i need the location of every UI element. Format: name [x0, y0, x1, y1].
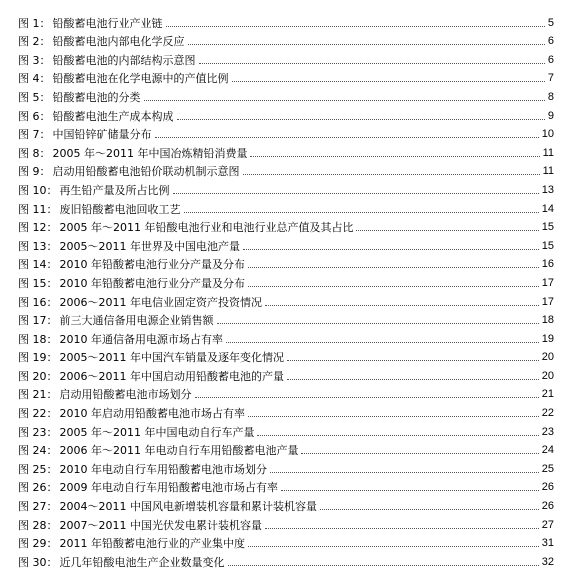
toc-entry-label: 图 11 — [18, 202, 47, 216]
toc-entry-page: 32 — [541, 555, 554, 568]
toc-entry-page: 13 — [541, 183, 554, 196]
toc-entry-label: 图 6 — [18, 109, 40, 123]
toc-entry-page: 11 — [542, 165, 554, 178]
dot-leader — [243, 174, 540, 175]
toc-entry[interactable] — [18, 253, 554, 272]
toc-entry-label: 图 4 — [18, 72, 40, 86]
toc-entry-separator: ： — [46, 258, 58, 272]
toc-entry-label: 图 7 — [18, 128, 40, 142]
toc-entry-page: 27 — [541, 518, 554, 531]
toc-entry-label: 图 17 — [18, 314, 47, 328]
toc-entry-separator: ： — [46, 239, 58, 253]
toc-entry-separator: ： — [46, 369, 58, 383]
toc-entry-separator: ： — [39, 128, 51, 142]
toc-entry-label: 图 30 — [18, 555, 47, 569]
toc-entry[interactable] — [18, 513, 554, 532]
toc-entry-separator: ： — [46, 332, 58, 346]
dot-leader — [320, 509, 539, 510]
toc-entry-title: 铅酸蓄电池的内部结构示意图 — [52, 53, 196, 67]
toc-entry-title: 铅酸蓄电池行业产业链 — [52, 16, 163, 30]
toc-entry[interactable] — [18, 457, 554, 476]
dot-leader — [226, 342, 539, 343]
toc-entry[interactable] — [18, 216, 554, 235]
toc-entry[interactable] — [18, 67, 554, 86]
toc-entry-label: 图 2 — [18, 35, 40, 49]
toc-entry-page: 24 — [541, 444, 554, 457]
toc-entry-separator: ： — [46, 518, 58, 532]
dot-leader — [243, 249, 539, 250]
toc-entry-page: 14 — [541, 202, 554, 215]
toc-entry-separator: ： — [39, 16, 51, 30]
toc-entry-title: 2005 年～2011 年中国冶炼精铅消费量 — [52, 146, 248, 160]
toc-entry-title: 启动用铅酸蓄电池铅价联动机制示意图 — [52, 165, 240, 179]
dot-leader — [287, 360, 539, 361]
toc-entry-label: 图 21 — [18, 388, 47, 402]
toc-entry-separator: ： — [46, 388, 58, 402]
toc-entry-title: 近几年铅酸电池生产企业数量变化 — [59, 555, 225, 569]
toc-entry-label: 图 20 — [18, 369, 47, 383]
toc-entry[interactable] — [18, 550, 554, 569]
toc-entry-separator: ： — [46, 425, 58, 439]
toc-entry-page: 22 — [541, 407, 554, 420]
toc-entry-title: 启动用铅酸蓄电池市场划分 — [59, 388, 192, 402]
dot-leader — [250, 156, 539, 157]
toc-entry-separator: ： — [39, 90, 51, 104]
toc-entry-page: 6 — [547, 35, 554, 48]
toc-entry[interactable] — [18, 160, 554, 179]
toc-entry-title: 2006～2011 年电信业固定资产投资情况 — [59, 295, 262, 309]
toc-entry-separator: ： — [46, 444, 58, 458]
toc-entry-separator: ： — [46, 555, 58, 569]
toc-entry-page: 21 — [541, 388, 554, 401]
toc-entry-page: 6 — [547, 53, 554, 66]
toc-entry-title: 废旧铅酸蓄电池回收工艺 — [59, 202, 181, 216]
toc-entry-title: 2010 年铅酸蓄电池行业分产量及分布 — [59, 258, 245, 272]
toc-entry-separator: ： — [46, 462, 58, 476]
toc-entry-title: 2010 年铅酸蓄电池行业分产量及分布 — [59, 276, 245, 290]
toc-entry[interactable] — [18, 234, 554, 253]
toc-entry-page: 15 — [541, 239, 554, 252]
toc-entry-separator: ： — [46, 537, 58, 551]
dot-leader — [281, 490, 539, 491]
toc-entry-label: 图 22 — [18, 407, 47, 421]
toc-entry[interactable] — [18, 290, 554, 309]
toc-entry-title: 前三大通信备用电源企业销售额 — [59, 314, 214, 328]
toc-entry[interactable] — [18, 123, 554, 142]
toc-entry-label: 图 10 — [18, 183, 47, 197]
dot-leader — [199, 63, 545, 64]
toc-entry-separator: ： — [46, 221, 58, 235]
dot-leader — [356, 230, 538, 231]
toc-entry-separator: ： — [46, 314, 58, 328]
toc-entry-label: 图 18 — [18, 332, 47, 346]
toc-entry-label: 图 26 — [18, 481, 47, 495]
toc-entry-label: 图 12 — [18, 221, 47, 235]
dot-leader — [301, 453, 538, 454]
toc-entry-page: 20 — [541, 369, 554, 382]
toc-entry-page: 5 — [547, 16, 554, 29]
toc-entry[interactable] — [18, 141, 554, 160]
toc-entry-title: 2005～2011 年世界及中国电池产量 — [59, 239, 240, 253]
toc-entry[interactable] — [18, 476, 554, 495]
toc-entry-label: 图 14 — [18, 258, 47, 272]
toc-entry-page: 23 — [541, 425, 554, 438]
dot-leader — [232, 81, 545, 82]
dot-leader — [265, 528, 539, 529]
toc-entry[interactable] — [18, 439, 554, 458]
toc-entry-separator: ： — [46, 500, 58, 514]
dot-leader — [248, 546, 539, 547]
toc-entry-separator: ： — [46, 276, 58, 290]
toc-entry-title: 2010 年启动用铅酸蓄电池市场占有率 — [59, 407, 245, 421]
toc-entry-page: 18 — [541, 314, 554, 327]
toc-entry-title: 2010 年通信备用电源市场占有率 — [59, 332, 223, 346]
toc-entry-separator: ： — [46, 295, 58, 309]
dot-leader — [177, 119, 545, 120]
dot-leader — [188, 44, 545, 45]
dot-leader — [228, 565, 539, 566]
toc-entry[interactable] — [18, 85, 554, 104]
toc-entry-title: 2007～2011 中国光伏发电累计装机容量 — [59, 518, 262, 532]
toc-entry-page: 26 — [541, 500, 554, 513]
toc-entry[interactable] — [18, 48, 554, 67]
dot-leader — [248, 416, 539, 417]
toc-entry[interactable] — [18, 420, 554, 439]
toc-entry[interactable] — [18, 327, 554, 346]
dot-leader — [265, 305, 539, 306]
toc-entry-separator: ： — [46, 202, 58, 216]
toc-entry-title: 2005 年～2011 年中国电动自行车产量 — [59, 425, 255, 439]
toc-entry-separator: ： — [39, 53, 51, 67]
toc-entry[interactable] — [18, 494, 554, 513]
toc-entry-title: 铅酸蓄电池内部电化学反应 — [52, 35, 185, 49]
toc-entry[interactable] — [18, 11, 554, 30]
toc-entry-label: 图 24 — [18, 444, 47, 458]
toc-entry-separator: ： — [39, 109, 51, 123]
toc-entry-label: 图 3 — [18, 53, 40, 67]
toc-entry-label: 图 13 — [18, 239, 47, 253]
toc-entry[interactable] — [18, 30, 554, 49]
toc-entry-label: 图 29 — [18, 537, 47, 551]
toc-entry[interactable] — [18, 104, 554, 123]
toc-entry-title: 2004～2011 中国风电新增装机容量和累计装机容量 — [59, 500, 317, 514]
toc-entry-page: 7 — [547, 72, 554, 85]
toc-entry-label: 图 19 — [18, 351, 47, 365]
toc-entry[interactable] — [18, 401, 554, 420]
dot-leader — [184, 212, 539, 213]
toc-entry-separator: ： — [39, 72, 51, 86]
dot-leader — [166, 26, 545, 27]
toc-entry-title: 2011 年铅酸蓄电池行业的产业集中度 — [59, 537, 245, 551]
toc-entry-title: 2006～2011 年中国启动用铅酸蓄电池的产量 — [59, 369, 284, 383]
toc-entry[interactable] — [18, 383, 554, 402]
toc-entry-title: 2005～2011 年中国汽车销量及逐年变化情况 — [59, 351, 284, 365]
toc-entry-label: 图 9 — [18, 165, 40, 179]
toc-entry-title: 2010 年电动自行车用铅酸蓄电池市场划分 — [59, 462, 267, 476]
toc-entry-label: 图 8 — [18, 146, 40, 160]
toc-entry-label: 图 15 — [18, 276, 47, 290]
toc-entry-separator: ： — [46, 481, 58, 495]
toc-entry-separator: ： — [39, 35, 51, 49]
dot-leader — [270, 472, 539, 473]
toc-entry-page: 16 — [541, 258, 554, 271]
toc-entry[interactable] — [18, 309, 554, 328]
toc-entry-label: 图 25 — [18, 462, 47, 476]
toc-entry-title: 2006 年～2011 年电动自行车用铅酸蓄电池产量 — [59, 444, 299, 458]
toc-entry[interactable] — [18, 178, 554, 197]
toc-entry-label: 图 27 — [18, 500, 47, 514]
toc-entry-page: 17 — [541, 276, 554, 289]
dot-leader — [144, 100, 545, 101]
toc-entry-page: 15 — [541, 221, 554, 234]
figure-table-of-contents — [18, 11, 554, 569]
toc-entry-separator: ： — [39, 146, 51, 160]
toc-entry-title: 2005 年～2011 年铅酸电池行业和电池行业总产值及其占比 — [59, 221, 354, 235]
toc-entry[interactable] — [18, 197, 554, 216]
dot-leader — [248, 286, 539, 287]
toc-entry-separator: ： — [46, 183, 58, 197]
toc-entry-page: 26 — [541, 481, 554, 494]
dot-leader — [257, 435, 538, 436]
toc-entry-page: 9 — [547, 109, 554, 122]
toc-entry-title: 再生铅产量及所占比例 — [59, 183, 170, 197]
toc-entry-label: 图 1 — [18, 16, 40, 30]
toc-entry-page: 20 — [541, 351, 554, 364]
dot-leader — [248, 267, 539, 268]
toc-entry[interactable] — [18, 346, 554, 365]
toc-entry-title: 铅酸蓄电池在化学电源中的产值比例 — [52, 72, 229, 86]
dot-leader — [173, 193, 539, 194]
dot-leader — [217, 323, 539, 324]
toc-entry[interactable] — [18, 271, 554, 290]
toc-entry-title: 2009 年电动自行车用铅酸蓄电池市场占有率 — [59, 481, 278, 495]
toc-entry-title: 铅酸蓄电池生产成本构成 — [52, 109, 174, 123]
toc-entry-page: 25 — [541, 462, 554, 475]
toc-entry[interactable] — [18, 532, 554, 551]
toc-entry-separator: ： — [39, 165, 51, 179]
toc-entry[interactable] — [18, 364, 554, 383]
toc-entry-page: 10 — [541, 128, 554, 141]
toc-entry-page: 8 — [547, 90, 554, 103]
toc-entry-label: 图 5 — [18, 90, 40, 104]
dot-leader — [195, 397, 539, 398]
toc-entry-title: 中国铅锌矿储量分布 — [52, 128, 152, 142]
toc-entry-page: 31 — [541, 537, 554, 550]
toc-entry-page: 17 — [541, 295, 554, 308]
toc-entry-page: 19 — [541, 332, 554, 345]
toc-entry-page: 11 — [542, 146, 554, 159]
toc-entry-separator: ： — [46, 351, 58, 365]
toc-entry-label: 图 23 — [18, 425, 47, 439]
dot-leader — [155, 137, 539, 138]
toc-entry-separator: ： — [46, 407, 58, 421]
toc-entry-label: 图 28 — [18, 518, 47, 532]
dot-leader — [287, 379, 539, 380]
toc-entry-label: 图 16 — [18, 295, 47, 309]
toc-entry-title: 铅酸蓄电池的分类 — [52, 90, 141, 104]
